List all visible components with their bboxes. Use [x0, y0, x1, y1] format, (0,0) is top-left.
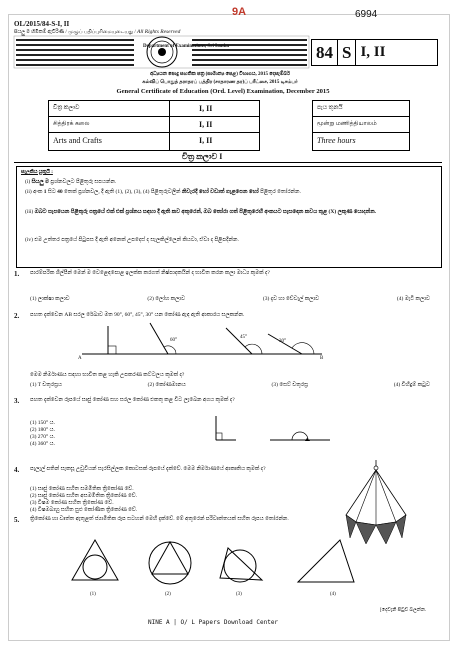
q2-option-4: (4) විහිදුම් කටුව [393, 382, 430, 388]
rights-text: All Rights Reserved [136, 29, 181, 35]
subject-name-en: Arts and Crafts [53, 136, 102, 145]
paper-code: OL/2015/84-S-I, II [14, 20, 70, 28]
part-heading: චිත්‍ර කලාව I [182, 152, 223, 161]
q4-text: පැලැල් පතින් සැකසූ උඩුවියන් සැරසිල්ලක කොටසක් රූපයේ දැක්වේ. මෙම නිර්මාණයේ ආකෘතිය කුමක් ද? [30, 466, 266, 472]
q5-label-2: (2) [165, 592, 171, 597]
watermark: NINE A | O/ L Papers Download Center [148, 619, 279, 626]
instruction-4-no: (iv) [25, 237, 33, 243]
handwritten-code: 6994 [355, 9, 378, 20]
subject-number: 84 [312, 40, 338, 65]
rights-line: සියලු ම හිමිකම් ඇවිරිණි / முழுப் பதிப்புரிமையுடையது / All Rights Reserved [14, 29, 181, 35]
subject-code-parts: I, II [360, 44, 386, 60]
part-label-2: I, II [199, 120, 213, 129]
q5-text: ත්‍රිකෝණ හා වෘත්ත ඇතුළත් ජ්‍යාමිතික රූප සටහන් මෙහි දැක්වේ. මේ අතුරෙන් පරිවෘත්තයක් සහිත රූපය තෝරන්න. [30, 516, 289, 522]
q2-label-30: 30° [279, 339, 286, 344]
q3-option-4: (4) 360° ය. [30, 441, 55, 447]
q2-label-a: A [78, 356, 82, 361]
part-label-1: I, II [199, 104, 213, 113]
q4-option-3: (3) විෂම කෝණ සහිත ත්‍රිකෝණ වේ. [30, 500, 114, 506]
q3-option-1: (1) 150° ය. [30, 420, 55, 426]
q2-option-1: (1) T චතුරස්‍රය [30, 382, 62, 388]
q4-option-1: (1) සෘජු කෝණ සහිත සමමිතික ත්‍රිකෝණ වේ. [30, 486, 134, 492]
q2-label-60: 60° [170, 338, 177, 343]
duration-si: පැය තුනයි [317, 105, 343, 111]
q1-number: 1. [14, 270, 20, 278]
q2-text: පහත දැක්වෙන AB සරල රේඛාව මත 90°, 60°, 45°, 30° යන කෝණ ඇඳ ඇති ආකාරය සලකන්න. [30, 312, 245, 318]
q5-label-1: (1) [90, 592, 96, 597]
subject-name-ta: சித்திரக் கலை [53, 121, 90, 127]
q3-number: 3. [14, 397, 20, 405]
instruction-1: (i) සියලු ම ප්‍රශ්නවලට පිළිතුරු සපයන්න. [25, 179, 117, 185]
exam-title-si: අධ්‍යයන පොදු සහතික පත්‍ර (සාමාන්‍ය පෙළ) විභාගය, 2015 දෙසැම්බර් [149, 72, 291, 77]
q4-option-4: (4) විෂමබාහු සහිත සුළු කෝණික ත්‍රිකෝණ වේ. [30, 507, 138, 513]
q1-option-4: (4) මැටි කලාව [396, 296, 430, 302]
exam-title-ta: கல்விப் பொதுத் தராதரப் பத்திர (சாதாரண தர)ப் பரீட்சை, 2015 டிசம்பர் [142, 80, 298, 85]
q2-option-2: (2) කෝණමානය [147, 382, 186, 388]
q5-label-4: (4) [330, 592, 336, 597]
duration-en: Three hours [317, 136, 356, 145]
q5-number: 5. [14, 516, 20, 524]
instruction-3: (iii) ඔබට සැපයෙන පිළිතුරු පත්‍රයේ එක් එක් ප්‍රශ්නය සඳහා දී ඇති කව අතුරෙන්, ඔබ තෝරා ගත් පිළිතුරෙහි අංකයට සැසඳෙන කවය තුළ (X) ලකුණ යොදන්න. [25, 209, 377, 215]
q1-option-3: (3) දැව හා වේවැල් කලාව [262, 296, 320, 302]
duration-ta: மூன்று மணித்தியாலம் [317, 121, 377, 127]
q1-option-2: (2) ලෝහ කලාව [147, 296, 186, 302]
q2-question: මෙම නිර්මාණය සඳහා භාවිත කළ හැකි උපකරණ කට්ටලය කුමක් ද? [30, 372, 185, 378]
q2-label-45: 45° [240, 335, 247, 340]
subject-code-s: S [338, 40, 356, 65]
dept-name-en: Department of Examinations, Sri Lanka [143, 44, 229, 49]
q4-option-2: (2) සෘජු කෝණ සහිත අසමමිතික ත්‍රිකෝණ වේ. [30, 493, 138, 499]
turn-over: [දෙවැනි පිටුව බලන්න. [380, 608, 427, 613]
instructions-heading: සැලකිය යුතුයි : [21, 170, 53, 175]
q2-label-b: B [320, 356, 324, 361]
q3-option-3: (3) 270° ය. [30, 434, 55, 440]
part-number: I [219, 152, 223, 161]
instruction-4: (iv) එම උත්තර පත්‍රයේ පිටුපස දී ඇති අනෙක් උපදෙස් ද සැලකිල්ලෙන් කියවා, ඒවා ද පිළිපදින්න. [25, 237, 239, 243]
subject-name-si: චිත්‍ර කලාව [53, 105, 80, 111]
instruction-2-no: (ii) [25, 189, 32, 195]
q1-text: පාරම්පරික ශිල්පීන් මෙන් ම වෙළෙඳපොළ ඉලක්ක කරගත් නිෂ්පාදකයින් ද භාවිත කරන කලා මාධ්‍ය කුමක් ද? [30, 270, 270, 276]
instruction-1-no: (i) [25, 179, 31, 185]
q3-option-2: (2) 180° ය. [30, 427, 55, 433]
q2-number: 2. [14, 312, 20, 320]
part-label-3: I, II [199, 136, 213, 145]
red-mark: 9A [232, 6, 247, 18]
instruction-3-no: (iii) [25, 209, 34, 215]
q3-text: පහත දැක්වෙන රූපයේ සෘජු කෝණ සහ සරල කෝණ එකතු කළ විට ලැබෙන අගය කුමක් ද? [30, 397, 235, 403]
exam-title-en: General Certificate of Education (Ord. Level) Examination, December 2015 [116, 88, 330, 95]
q1-option-1: (1) ලාක්ෂා කලාව [30, 296, 70, 302]
q5-label-3: (3) [236, 592, 242, 597]
q2-option-3: (3) සෙට් චතුරස්‍ර [271, 382, 309, 388]
instruction-2: (ii) අංක 1 සිට 40 තෙක් ප්‍රශ්නවල, දී ඇති (1), (2), (3), (4) පිළිතුරුවලින් නිවැරදි හෝ වඩාත් ගැළපෙන හෝ පිළිතුර තෝරන්න. [25, 189, 301, 195]
q4-number: 4. [14, 466, 20, 474]
